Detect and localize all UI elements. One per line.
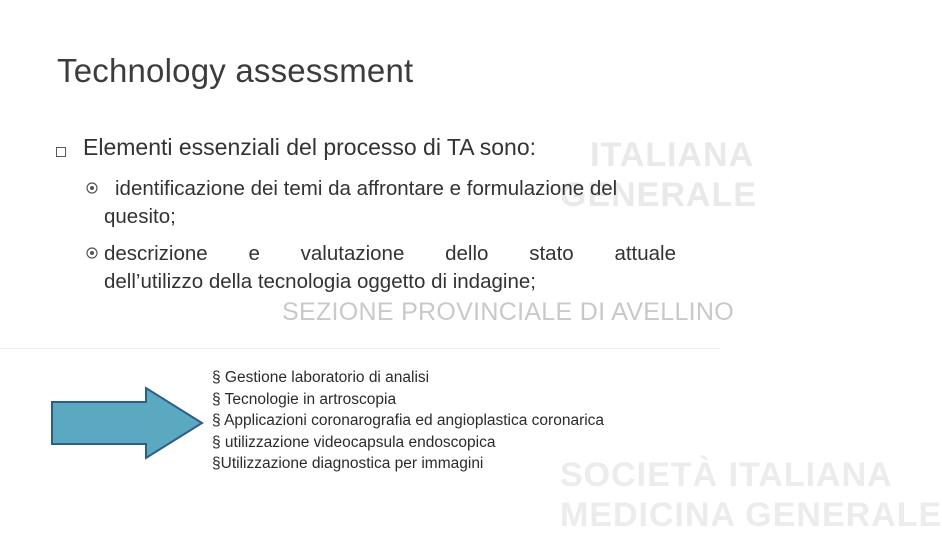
square-bullet-icon xyxy=(56,147,66,157)
list-item: § utilizzazione videocapsula endoscopica xyxy=(212,433,496,451)
right-arrow-icon xyxy=(50,386,206,460)
list-item: § Applicazioni coronarografia ed angioplastica coronarica xyxy=(212,412,605,429)
watermark-line-1: ITALIANA xyxy=(590,136,755,174)
list-item: § Gestione laboratorio di analisi xyxy=(212,369,430,386)
watermark-line-4: MEDICINA GENERALE xyxy=(560,496,942,534)
list-item: §Utilizzazione diagnostica per immagini xyxy=(212,455,484,472)
watermark-line-3: SOCIETÀ ITALIANA xyxy=(560,456,893,494)
examples-list xyxy=(212,367,604,475)
main-point: Elementi essenziali del processo di TA sono: xyxy=(83,134,537,160)
watermark-section: SEZIONE PROVINCIALE DI AVELLINO xyxy=(282,298,735,326)
slide-title: Technology assessment xyxy=(57,52,414,89)
target-circle-icon xyxy=(86,247,98,259)
target-circle-icon xyxy=(86,182,98,194)
sub-point-2-continuation: dell’utilizzo della tecnologia oggetto di indagine; xyxy=(104,270,536,293)
sub-point-1: identificazione dei temi da affrontare e formulazione del quesito; xyxy=(104,177,618,228)
sub-point-2: descrizione e valutazione dello stato attuale xyxy=(104,242,676,265)
list-item: § Tecnologie in artroscopia xyxy=(212,390,397,408)
watermark-line-2: GENERALE xyxy=(560,176,757,214)
divider xyxy=(0,348,720,349)
